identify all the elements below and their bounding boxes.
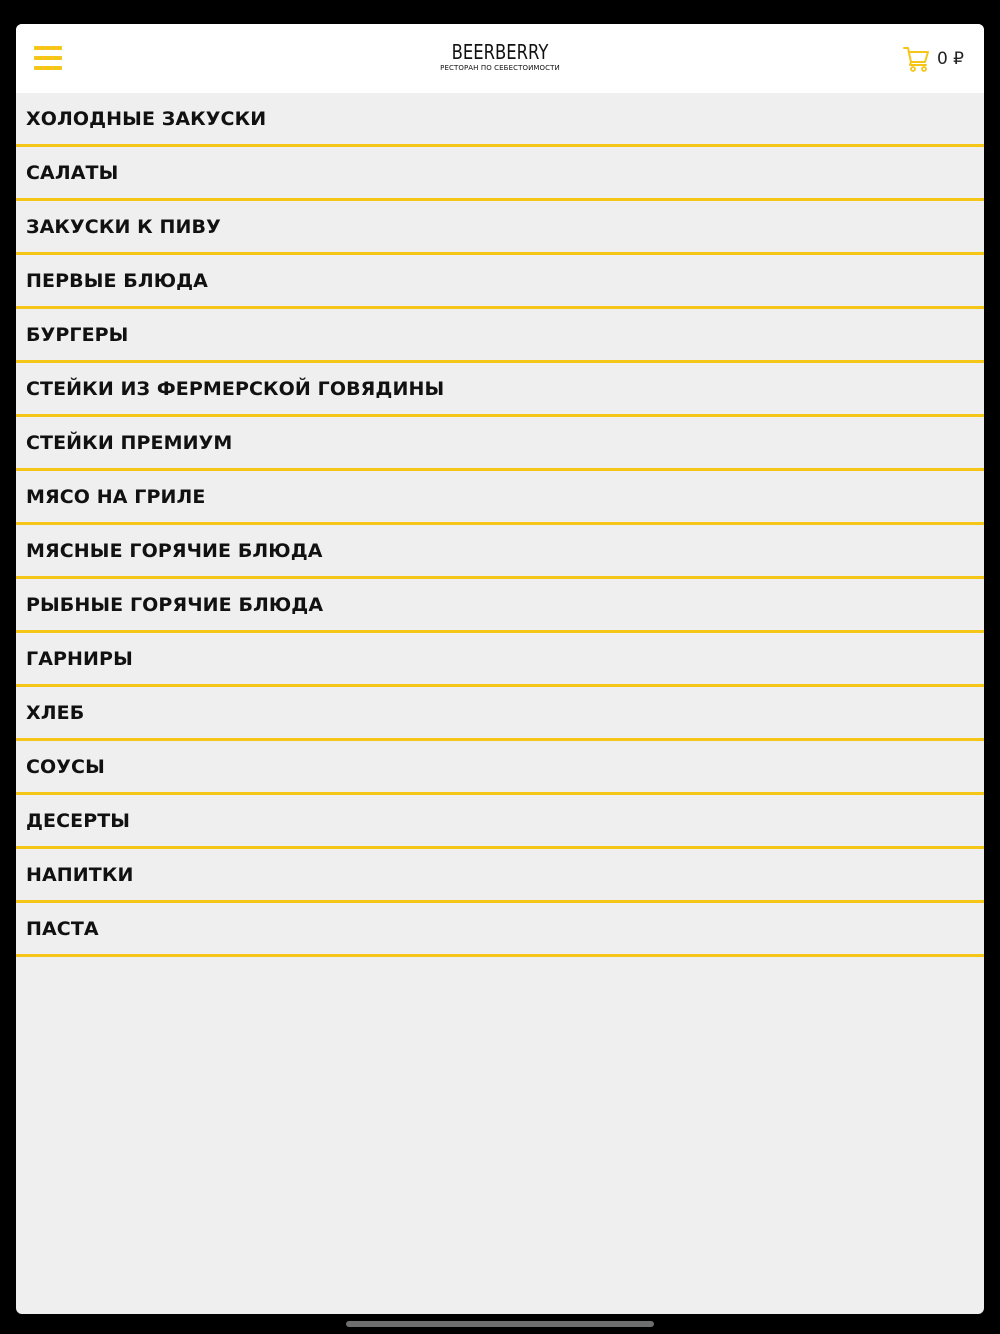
category-item[interactable] xyxy=(16,849,984,903)
header xyxy=(16,24,984,93)
home-indicator[interactable] xyxy=(346,1321,654,1327)
category-item[interactable] xyxy=(16,93,984,147)
category-label: ПАСТА xyxy=(26,917,99,940)
category-label: ХЛЕБ xyxy=(26,701,85,724)
category-item[interactable] xyxy=(16,471,984,525)
category-label: ГАРНИРЫ xyxy=(26,647,133,670)
category-item[interactable] xyxy=(16,741,984,795)
hamburger-line xyxy=(34,46,62,50)
category-label: СОУСЫ xyxy=(26,755,105,778)
cart-icon xyxy=(903,46,931,72)
category-label: ЗАКУСКИ К ПИВУ xyxy=(26,215,221,238)
category-item[interactable] xyxy=(16,525,984,579)
cart-total: 0 ₽ xyxy=(936,49,964,69)
hamburger-line xyxy=(34,56,62,60)
category-item[interactable] xyxy=(16,201,984,255)
category-label: РЫБНЫЕ ГОРЯЧИЕ БЛЮДА xyxy=(26,593,324,616)
hamburger-icon[interactable] xyxy=(34,44,62,72)
category-item[interactable] xyxy=(16,417,984,471)
category-label: ДЕСЕРТЫ xyxy=(26,809,131,832)
logo[interactable] xyxy=(440,41,560,73)
category-item[interactable] xyxy=(16,633,984,687)
category-item[interactable] xyxy=(16,255,984,309)
category-label: БУРГЕРЫ xyxy=(26,323,129,346)
category-item[interactable] xyxy=(16,687,984,741)
logo-title: BEERBERRY xyxy=(451,40,549,64)
category-item[interactable] xyxy=(16,795,984,849)
category-item[interactable] xyxy=(16,147,984,201)
logo-subtitle: РЕСТОРАН ПО СЕБЕСТОИМОСТИ xyxy=(440,64,560,72)
category-label: МЯСНЫЕ ГОРЯЧИЕ БЛЮДА xyxy=(26,539,323,562)
cart-button[interactable] xyxy=(903,45,964,73)
category-label: МЯСО НА ГРИЛЕ xyxy=(26,485,206,508)
category-item[interactable] xyxy=(16,903,984,957)
category-label: ПЕРВЫЕ БЛЮДА xyxy=(26,269,208,292)
hamburger-line xyxy=(34,66,62,70)
category-label: СТЕЙКИ ИЗ ФЕРМЕРСКОЙ ГОВЯДИНЫ xyxy=(26,377,445,400)
category-label: НАПИТКИ xyxy=(26,863,134,886)
category-item[interactable] xyxy=(16,363,984,417)
category-label: СТЕЙКИ ПРЕМИУМ xyxy=(26,431,233,454)
category-item[interactable] xyxy=(16,579,984,633)
category-label: ХОЛОДНЫЕ ЗАКУСКИ xyxy=(26,107,267,130)
category-list xyxy=(16,93,984,957)
category-label: САЛАТЫ xyxy=(26,161,119,184)
app-screen xyxy=(16,24,984,1314)
category-item[interactable] xyxy=(16,309,984,363)
